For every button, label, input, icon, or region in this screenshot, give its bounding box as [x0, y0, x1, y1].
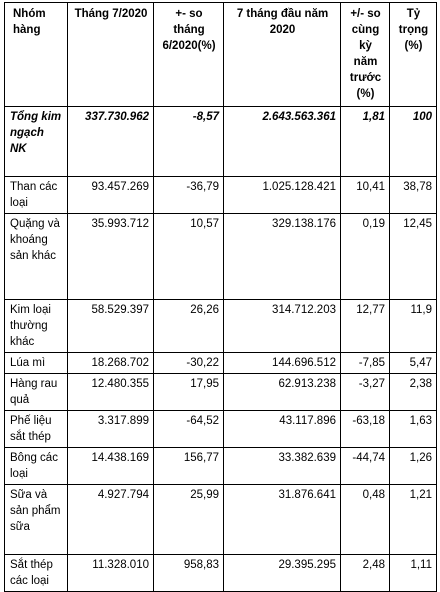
cell-name: Sữa và sản phẩm sữa — [5, 485, 68, 555]
cell-month-7: 18.268.702 — [68, 353, 154, 374]
cell-month-7: 14.438.169 — [68, 448, 154, 485]
cell-seven-months: 314.712.203 — [224, 300, 341, 353]
cell-seven-months: 2.643.563.361 — [224, 107, 341, 177]
cell-seven-months: 43.117.896 — [224, 411, 341, 448]
cell-share: 1,21 — [390, 485, 437, 555]
cell-month-7: 4.927.794 — [68, 485, 154, 555]
cell-change-vs-june: -8,57 — [154, 107, 224, 177]
table-row — [5, 353, 437, 374]
cell-change-yoy: 10,41 — [341, 177, 390, 214]
table-row — [5, 374, 437, 411]
cell-seven-months: 1.025.128.421 — [224, 177, 341, 214]
cell-seven-months: 29.395.295 — [224, 555, 341, 592]
table-row — [5, 300, 437, 353]
cell-name: Than các loại — [5, 177, 68, 214]
cell-share: 12,45 — [390, 214, 437, 300]
cell-month-7: 11.328.010 — [68, 555, 154, 592]
cell-month-7: 3.317.899 — [68, 411, 154, 448]
cell-seven-months: 31.876.641 — [224, 485, 341, 555]
cell-seven-months: 62.913.238 — [224, 374, 341, 411]
cell-change-yoy: 12,77 — [341, 300, 390, 353]
cell-share: 2,38 — [390, 374, 437, 411]
cell-name: Lúa mì — [5, 353, 68, 374]
cell-change-yoy: -3,27 — [341, 374, 390, 411]
cell-change-yoy: 2,48 — [341, 555, 390, 592]
cell-change-yoy: 1,81 — [341, 107, 390, 177]
header-product-group: Nhóm hàng — [5, 3, 68, 107]
cell-share: 1,63 — [390, 411, 437, 448]
cell-name: Sắt thép các loại — [5, 555, 68, 592]
cell-change-yoy: -44,74 — [341, 448, 390, 485]
cell-name: Kim loại thường khác — [5, 300, 68, 353]
cell-change-vs-june: 26,26 — [154, 300, 224, 353]
cell-name: Bông các loại — [5, 448, 68, 485]
table-row — [5, 485, 437, 555]
cell-change-vs-june: 25,99 — [154, 485, 224, 555]
cell-seven-months: 329.138.176 — [224, 214, 341, 300]
table-row-total — [5, 107, 437, 177]
cell-name: Quặng và khoáng sản khác — [5, 214, 68, 300]
cell-change-vs-june: 958,83 — [154, 555, 224, 592]
cell-share: 100 — [390, 107, 437, 177]
cell-share: 11,9 — [390, 300, 437, 353]
cell-name: Hàng rau quả — [5, 374, 68, 411]
cell-month-7: 58.529.397 — [68, 300, 154, 353]
header-share: Tỷ trọng (%) — [390, 3, 437, 107]
cell-month-7: 12.480.355 — [68, 374, 154, 411]
cell-seven-months: 33.382.639 — [224, 448, 341, 485]
cell-month-7: 35.993.712 — [68, 214, 154, 300]
header-change-yoy: +/- so cùng kỳ năm trước (%) — [341, 3, 390, 107]
cell-change-vs-june: -30,22 — [154, 353, 224, 374]
cell-month-7: 337.730.962 — [68, 107, 154, 177]
cell-change-vs-june: 10,57 — [154, 214, 224, 300]
cell-share: 1,26 — [390, 448, 437, 485]
cell-change-yoy: -63,18 — [341, 411, 390, 448]
cell-share: 5,47 — [390, 353, 437, 374]
cell-seven-months: 144.696.512 — [224, 353, 341, 374]
table-row — [5, 448, 437, 485]
cell-change-vs-june: -36,79 — [154, 177, 224, 214]
cell-change-yoy: 0,48 — [341, 485, 390, 555]
header-seven-months: 7 tháng đầu năm 2020 — [224, 3, 341, 107]
table-row — [5, 177, 437, 214]
cell-change-yoy: 0,19 — [341, 214, 390, 300]
import-data-table — [4, 2, 437, 592]
cell-name: Phế liệu sắt thép — [5, 411, 68, 448]
cell-change-vs-june: -64,52 — [154, 411, 224, 448]
cell-month-7: 93.457.269 — [68, 177, 154, 214]
cell-change-yoy: -7,85 — [341, 353, 390, 374]
cell-change-vs-june: 156,77 — [154, 448, 224, 485]
header-month-7: Tháng 7/2020 — [68, 3, 154, 107]
table-row — [5, 214, 437, 300]
cell-change-vs-june: 17,95 — [154, 374, 224, 411]
header-change-vs-june: +- so tháng 6/2020(%) — [154, 3, 224, 107]
cell-share: 38,78 — [390, 177, 437, 214]
table-row — [5, 555, 437, 592]
table-row — [5, 411, 437, 448]
cell-share: 1,11 — [390, 555, 437, 592]
header-row — [5, 3, 437, 107]
cell-name: Tổng kim ngạch NK — [5, 107, 68, 177]
